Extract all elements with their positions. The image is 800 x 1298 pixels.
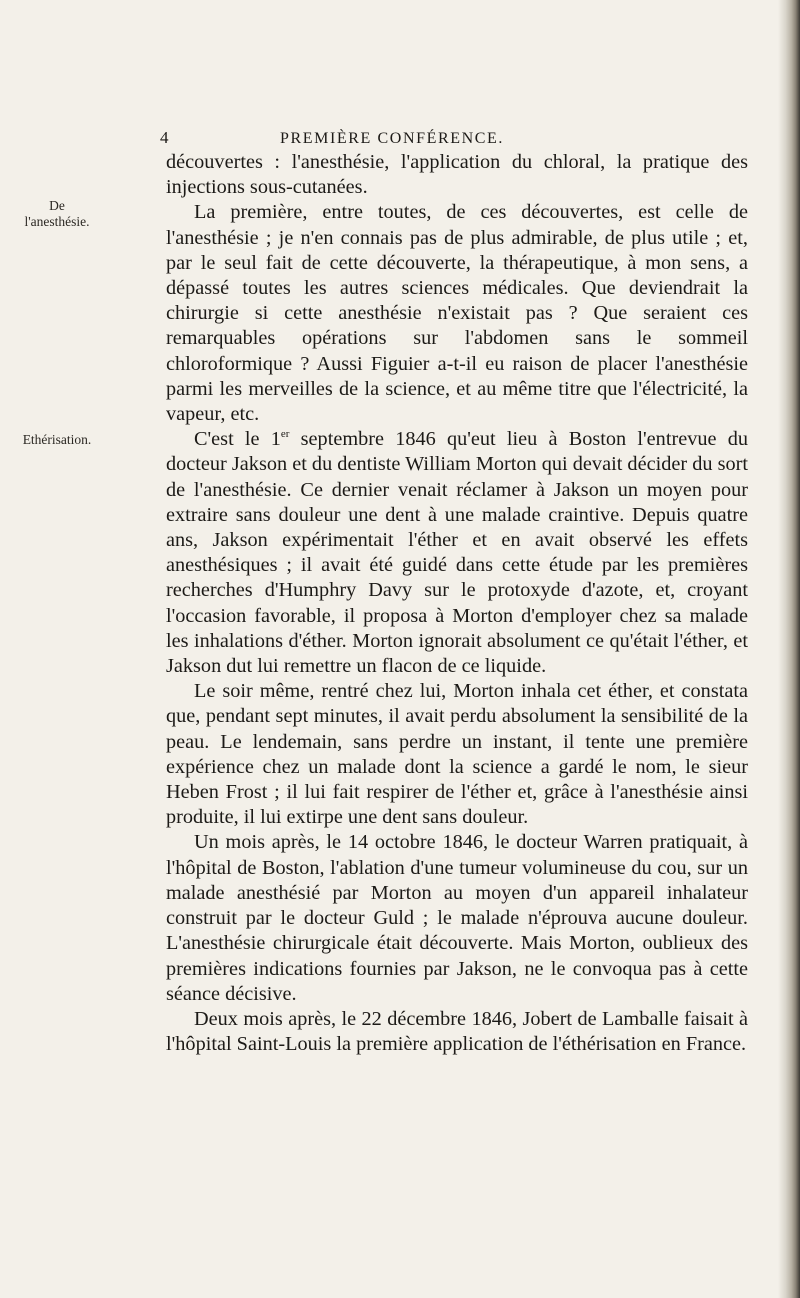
margin-note-line: l'anesthésie. — [24, 214, 90, 229]
margin-note-line: De — [49, 198, 65, 213]
paragraph: découvertes : l'anesthésie, l'application du chloral, la pratique des injections sous-cutanées. — [166, 151, 748, 199]
paragraph-text: C'est le 1 — [194, 428, 281, 451]
margin-note-etherisation: Ethérisation. — [22, 432, 92, 447]
superscript: er — [280, 428, 290, 441]
page-edge-shadow — [778, 0, 800, 1298]
page-header — [160, 128, 750, 150]
paragraph-text: septembre 1846 qu'eut lieu à Boston l'entrevue du docteur Jakson et du dentiste William Morton qui devait décider du sort de l'anesthésie. Ce dernier venait réclamer à Jakson un moyen pour extraire sans douleur une dent à une malade craintive. Depuis quatre ans, Jakson expérimentait l'éther et en avait observé les effets anesthésiques ; il avait été guidé dans cette étude par les premières recherches d'Humphry Davy sur le protoxyde d'azote, et, croyant l'occasion favorable, il proposa à Morton d'employer chez sa malade les inhalations d'éther. Morton ignorait absolument ce qu'était l'éther, et Jakson dut lui remettre un flacon de ce liquide. — [166, 428, 748, 678]
paragraph: Le soir même, rentré chez lui, Morton inhala cet éther, et constata que, pendant sept minutes, il avait perdu absolument la sensibilité de la peau. Le lendemain, sans perdre un instant, il tente une première expérience chez un malade dont la science a gardé le nom, le sieur Heben Frost ; il lui fait respirer de l'éther et, grâce à l'anesthésie ainsi produite, il lui extirpe une dent sans douleur. — [166, 680, 748, 829]
paragraph: La première, entre toutes, de ces découvertes, est celle de l'anesthésie ; je n'en connais pas de plus admirable, de plus utile ; et, par le seul fait de cette découverte, la thérapeutique, à mon sens, a dépassé toutes les autres sciences médicales. Que deviendrait la chirurgie si cette anesthésie n'existait pas ? Que seraient ces remarquables opérations sur l'abdomen sans le sommeil chloroformique ? Aussi Figuier a-t-il eu raison de placer l'anesthésie parmi les merveilles de la science, et au même titre que l'électricité, la vapeur, etc. — [166, 201, 748, 426]
paragraph: Deux mois après, le 22 décembre 1846, Jobert de Lamballe faisait à l'hôpital Saint-Louis la première application de l'éthérisation en France. — [166, 1007, 748, 1056]
paragraph — [166, 427, 748, 679]
running-title: PREMIÈRE CONFÉRENCE. — [280, 130, 505, 147]
body-text — [166, 150, 748, 1057]
margin-note-anesthesie — [4, 198, 110, 230]
paragraph: Un mois après, le 14 octobre 1846, le docteur Warren pratiquait, à l'hôpital de Boston, l'ablation d'une tumeur volumineuse du cou, sur un malade anesthésié par Morton au moyen d'un appareil inhalateur construit par le docteur Guld ; le malade n'éprouva aucune douleur. L'anesthésie chirurgicale était découverte. Mais Morton, oublieux des premières indications fournies par Jakson, ne le convoqua pas à cette séance décisive. — [166, 831, 748, 1005]
page-number: 4 — [160, 128, 169, 147]
